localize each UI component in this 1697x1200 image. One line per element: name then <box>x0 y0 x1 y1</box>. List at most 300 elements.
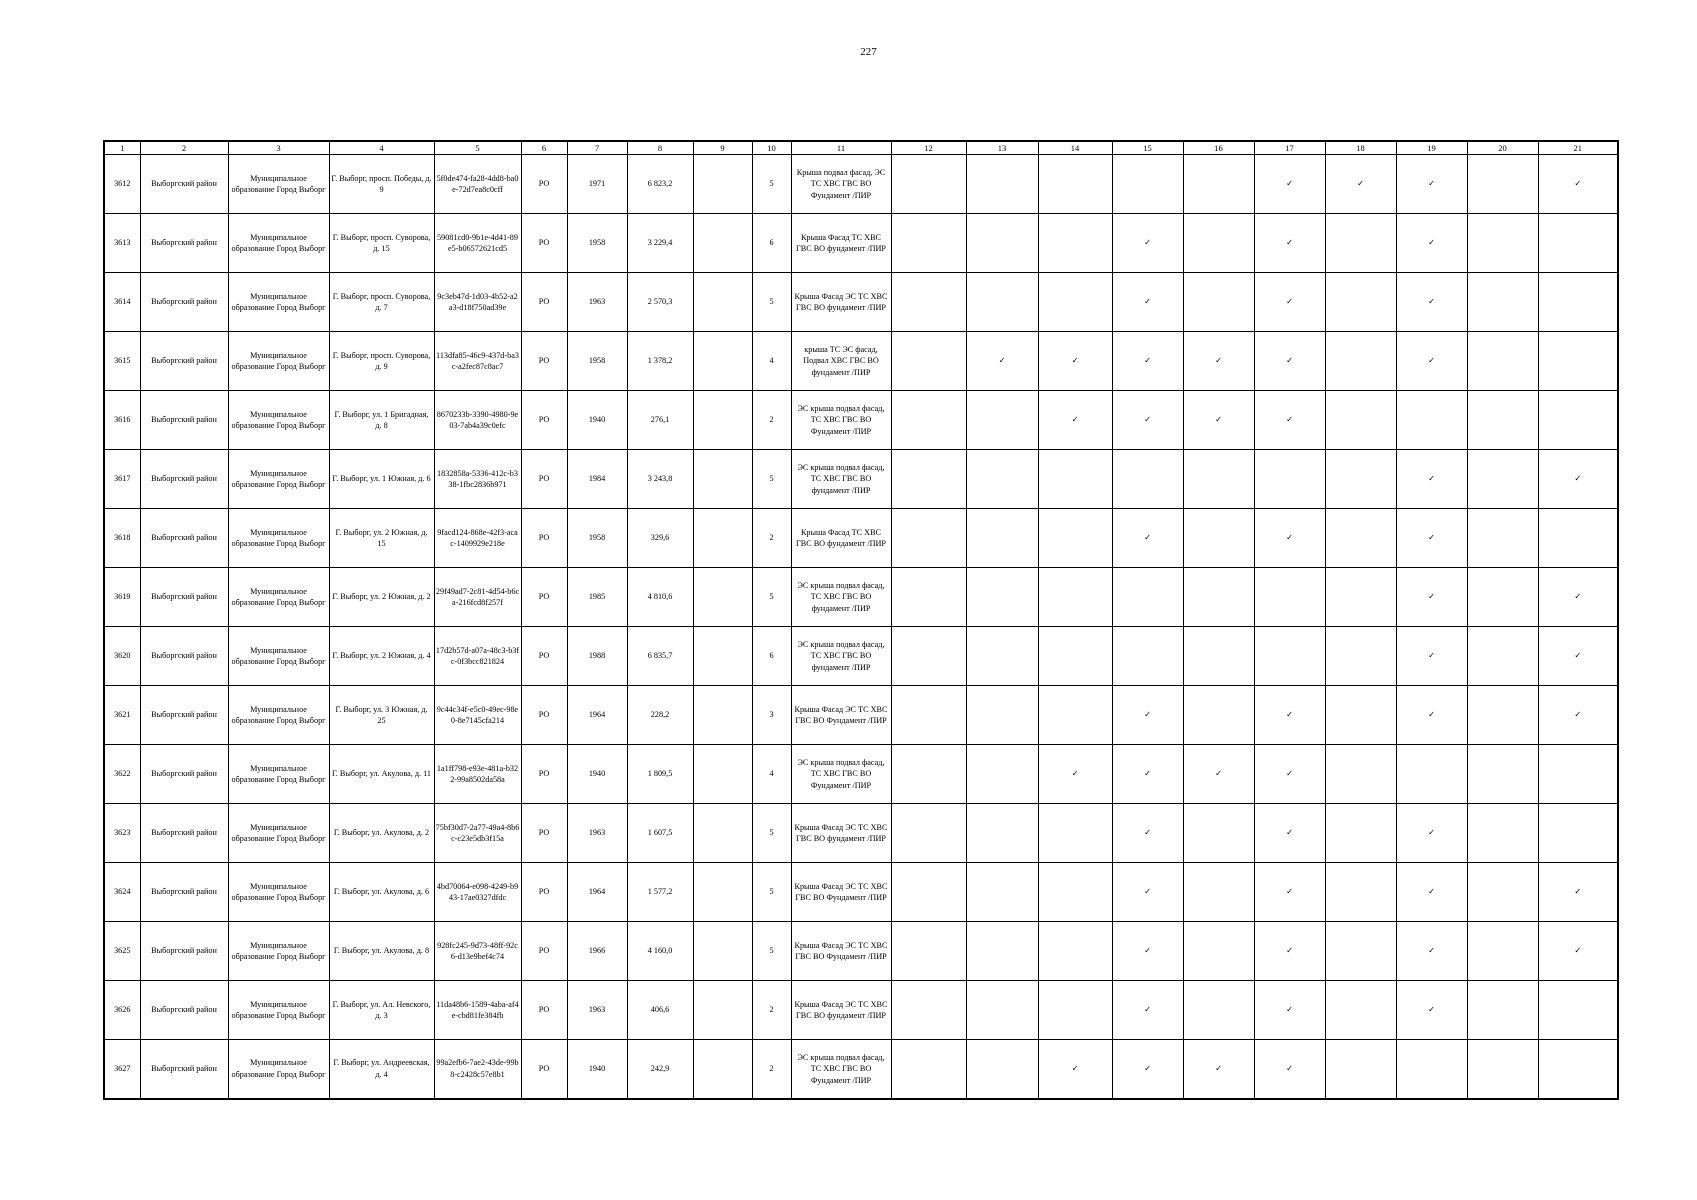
cell-col-12 <box>891 745 966 804</box>
cell-works-list: Крыша Фасад ТС ХВС ГВС ВО фундамент /ПИР <box>791 509 891 568</box>
table-row <box>104 1040 1618 1099</box>
table-row <box>104 273 1618 332</box>
cell-total-area: 228,2 <box>627 686 693 745</box>
cell-col-14 <box>1038 214 1112 273</box>
cell-address: Г. Выборг, ул. Ал. Невского, д. 3 <box>329 981 434 1040</box>
cell-total-area: 1 378,2 <box>627 332 693 391</box>
cell-total-area: 2 570,3 <box>627 273 693 332</box>
cell-col-15 <box>1112 568 1183 627</box>
cell-works-list: Крыша Фасад ЭС ТС ХВС ГВС ВО фундамент /ПИР <box>791 804 891 863</box>
cell-col-18 <box>1325 922 1396 981</box>
cell-fias-guid: 9c3eb47d-1d03-4b52-a2a3-d18f750ad39e <box>434 273 521 332</box>
cell-col-18 <box>1325 332 1396 391</box>
cell-ownership: РО <box>521 450 567 509</box>
cell-municipality: Муниципальное образование Город Выборг <box>228 509 329 568</box>
cell-col-9 <box>693 214 752 273</box>
cell-fias-guid: 1a1ff798-e93e-481a-b322-99a8502da58a <box>434 745 521 804</box>
cell-record-number: 3626 <box>104 981 140 1040</box>
cell-col-15: ✓ <box>1112 273 1183 332</box>
cell-col-20 <box>1467 1040 1538 1099</box>
cell-col-21 <box>1538 391 1618 450</box>
cell-col-19: ✓ <box>1396 214 1467 273</box>
cell-col-21 <box>1538 332 1618 391</box>
cell-col-13 <box>966 686 1038 745</box>
cell-col-18 <box>1325 1040 1396 1099</box>
cell-col-19: ✓ <box>1396 981 1467 1040</box>
cell-total-area: 406,6 <box>627 981 693 1040</box>
cell-col-9 <box>693 509 752 568</box>
cell-col-14 <box>1038 568 1112 627</box>
cell-col-12 <box>891 332 966 391</box>
cell-col-17 <box>1254 450 1325 509</box>
cell-col-21: ✓ <box>1538 627 1618 686</box>
cell-col-15: ✓ <box>1112 922 1183 981</box>
cell-floors: 2 <box>752 509 791 568</box>
cell-ownership: РО <box>521 745 567 804</box>
column-header-15: 15 <box>1112 141 1183 155</box>
cell-col-17: ✓ <box>1254 214 1325 273</box>
cell-municipality: Муниципальное образование Город Выборг <box>228 214 329 273</box>
cell-address: Г. Выборг, просп. Суворова, д. 15 <box>329 214 434 273</box>
cell-total-area: 329,6 <box>627 509 693 568</box>
cell-col-12 <box>891 981 966 1040</box>
cell-ownership: РО <box>521 273 567 332</box>
cell-floors: 5 <box>752 155 791 214</box>
cell-address: Г. Выборг, ул. Акулова, д. 8 <box>329 922 434 981</box>
cell-district: Выборгский район <box>140 981 228 1040</box>
cell-municipality: Муниципальное образование Город Выборг <box>228 1040 329 1099</box>
cell-col-16 <box>1183 450 1254 509</box>
cell-fias-guid: 29f49ad7-2c81-4d54-b6ca-216fcd8f257f <box>434 568 521 627</box>
cell-col-19: ✓ <box>1396 332 1467 391</box>
cell-col-20 <box>1467 273 1538 332</box>
cell-col-21: ✓ <box>1538 568 1618 627</box>
cell-col-9 <box>693 391 752 450</box>
cell-col-20 <box>1467 804 1538 863</box>
cell-col-18: ✓ <box>1325 155 1396 214</box>
column-header-14: 14 <box>1038 141 1112 155</box>
cell-col-12 <box>891 214 966 273</box>
cell-col-12 <box>891 627 966 686</box>
cell-year-built: 1984 <box>567 450 627 509</box>
cell-fias-guid: 17d2b57d-a07a-48c3-b3fc-0f3bcc821824 <box>434 627 521 686</box>
cell-col-13 <box>966 981 1038 1040</box>
cell-municipality: Муниципальное образование Город Выборг <box>228 332 329 391</box>
cell-col-19 <box>1396 1040 1467 1099</box>
cell-col-13 <box>966 863 1038 922</box>
cell-col-16 <box>1183 981 1254 1040</box>
cell-floors: 5 <box>752 863 791 922</box>
cell-works-list: ЭС крыша подвал фасад, ТС ХВС ГВС ВО Фундамент /ПИР <box>791 1040 891 1099</box>
column-header-6: 6 <box>521 141 567 155</box>
cell-works-list: Крыша Фасад ЭС ТС ХВС ГВС ВО фундамент /ПИР <box>791 273 891 332</box>
cell-col-17: ✓ <box>1254 922 1325 981</box>
cell-col-17: ✓ <box>1254 863 1325 922</box>
cell-district: Выборгский район <box>140 686 228 745</box>
cell-col-19: ✓ <box>1396 627 1467 686</box>
cell-col-17: ✓ <box>1254 332 1325 391</box>
cell-address: Г. Выборг, просп. Суворова, д. 9 <box>329 332 434 391</box>
cell-district: Выборгский район <box>140 863 228 922</box>
column-header-10: 10 <box>752 141 791 155</box>
register-body <box>104 155 1618 1099</box>
cell-col-16 <box>1183 922 1254 981</box>
cell-col-17 <box>1254 627 1325 686</box>
cell-col-21 <box>1538 804 1618 863</box>
cell-col-16: ✓ <box>1183 1040 1254 1099</box>
cell-col-9 <box>693 804 752 863</box>
cell-col-12 <box>891 273 966 332</box>
cell-col-20 <box>1467 922 1538 981</box>
column-header-18: 18 <box>1325 141 1396 155</box>
cell-col-15: ✓ <box>1112 509 1183 568</box>
cell-works-list: Крыша Фасад ЭС ТС ХВС ГВС ВО Фундамент /ПИР <box>791 863 891 922</box>
column-header-8: 8 <box>627 141 693 155</box>
cell-total-area: 4 160,0 <box>627 922 693 981</box>
cell-col-14: ✓ <box>1038 332 1112 391</box>
cell-col-9 <box>693 273 752 332</box>
cell-col-13 <box>966 745 1038 804</box>
cell-total-area: 276,1 <box>627 391 693 450</box>
cell-col-12 <box>891 863 966 922</box>
cell-address: Г. Выборг, ул. Акулова, д. 2 <box>329 804 434 863</box>
cell-record-number: 3621 <box>104 686 140 745</box>
cell-col-14 <box>1038 509 1112 568</box>
cell-col-18 <box>1325 568 1396 627</box>
cell-floors: 2 <box>752 981 791 1040</box>
cell-col-20 <box>1467 450 1538 509</box>
cell-col-9 <box>693 450 752 509</box>
cell-works-list: ЭС крыша подвал фасад, ТС ХВС ГВС ВО фундамент /ПИР <box>791 568 891 627</box>
cell-record-number: 3614 <box>104 273 140 332</box>
cell-floors: 4 <box>752 745 791 804</box>
cell-col-12 <box>891 155 966 214</box>
table-row <box>104 568 1618 627</box>
cell-year-built: 1958 <box>567 332 627 391</box>
cell-total-area: 6 835,7 <box>627 627 693 686</box>
cell-col-16: ✓ <box>1183 745 1254 804</box>
column-header-11: 11 <box>791 141 891 155</box>
cell-col-21 <box>1538 745 1618 804</box>
cell-fias-guid: 928fc245-9d73-48ff-92c6-d13e9bef4c74 <box>434 922 521 981</box>
cell-col-16 <box>1183 863 1254 922</box>
cell-address: Г. Выборг, ул. 2 Южная, д. 15 <box>329 509 434 568</box>
cell-col-18 <box>1325 273 1396 332</box>
cell-col-17: ✓ <box>1254 981 1325 1040</box>
table-row <box>104 450 1618 509</box>
column-header-16: 16 <box>1183 141 1254 155</box>
cell-col-18 <box>1325 450 1396 509</box>
cell-col-20 <box>1467 391 1538 450</box>
cell-col-16 <box>1183 155 1254 214</box>
cell-floors: 5 <box>752 568 791 627</box>
cell-works-list: Крыша Фасад ЭС ТС ХВС ГВС ВО фундамент /ПИР <box>791 981 891 1040</box>
table-row <box>104 863 1618 922</box>
cell-ownership: РО <box>521 509 567 568</box>
cell-col-13 <box>966 391 1038 450</box>
cell-district: Выборгский район <box>140 804 228 863</box>
cell-col-18 <box>1325 391 1396 450</box>
cell-col-17: ✓ <box>1254 745 1325 804</box>
column-number-row <box>104 141 1618 155</box>
cell-address: Г. Выборг, ул. Акулова, д. 6 <box>329 863 434 922</box>
housing-register-table <box>103 140 1619 1100</box>
cell-ownership: РО <box>521 391 567 450</box>
cell-fias-guid: 1832858a-5336-412c-b338-1fbc2836b971 <box>434 450 521 509</box>
cell-col-21 <box>1538 981 1618 1040</box>
cell-address: Г. Выборг, ул. 2 Южная, д. 4 <box>329 627 434 686</box>
cell-municipality: Муниципальное образование Город Выборг <box>228 155 329 214</box>
cell-col-15: ✓ <box>1112 981 1183 1040</box>
cell-col-19: ✓ <box>1396 273 1467 332</box>
cell-district: Выборгский район <box>140 273 228 332</box>
cell-col-21: ✓ <box>1538 686 1618 745</box>
cell-total-area: 1 809,5 <box>627 745 693 804</box>
cell-fias-guid: 11da48b6-1589-4aba-af4e-cbd81fe384fb <box>434 981 521 1040</box>
column-header-7: 7 <box>567 141 627 155</box>
cell-total-area: 4 810,6 <box>627 568 693 627</box>
cell-floors: 6 <box>752 627 791 686</box>
cell-municipality: Муниципальное образование Город Выборг <box>228 686 329 745</box>
cell-fias-guid: 75bf30d7-2a77-49a4-8b6c-c23e5db3f15a <box>434 804 521 863</box>
cell-municipality: Муниципальное образование Город Выборг <box>228 804 329 863</box>
cell-col-21: ✓ <box>1538 863 1618 922</box>
column-header-3: 3 <box>228 141 329 155</box>
cell-col-15: ✓ <box>1112 1040 1183 1099</box>
cell-col-17: ✓ <box>1254 391 1325 450</box>
cell-col-20 <box>1467 745 1538 804</box>
cell-total-area: 1 577,2 <box>627 863 693 922</box>
cell-col-14 <box>1038 804 1112 863</box>
cell-record-number: 3612 <box>104 155 140 214</box>
cell-works-list: ЭС крыша подвал фасад, ТС ХВС ГВС ВО фундамент /ПИР <box>791 627 891 686</box>
cell-col-15: ✓ <box>1112 686 1183 745</box>
cell-col-20 <box>1467 981 1538 1040</box>
column-header-19: 19 <box>1396 141 1467 155</box>
cell-district: Выборгский район <box>140 627 228 686</box>
cell-col-9 <box>693 922 752 981</box>
table-row <box>104 332 1618 391</box>
cell-col-13 <box>966 804 1038 863</box>
cell-floors: 4 <box>752 332 791 391</box>
cell-col-20 <box>1467 863 1538 922</box>
cell-col-16 <box>1183 804 1254 863</box>
cell-district: Выборгский район <box>140 332 228 391</box>
cell-floors: 5 <box>752 273 791 332</box>
cell-col-21: ✓ <box>1538 450 1618 509</box>
cell-works-list: Крыша Фасад ЭС ТС ХВС ГВС ВО Фундамент /ПИР <box>791 922 891 981</box>
cell-col-13: ✓ <box>966 332 1038 391</box>
cell-works-list: Крыша Фасад ЭС ТС ХВС ГВС ВО Фундамент /ПИР <box>791 686 891 745</box>
cell-works-list: ЭС крыша подвал фасад, ТС ХВС ГВС ВО Фундамент /ПИР <box>791 745 891 804</box>
cell-fias-guid: 9facd124-868e-42f3-acac-1409929e218e <box>434 509 521 568</box>
cell-col-17: ✓ <box>1254 273 1325 332</box>
cell-district: Выборгский район <box>140 450 228 509</box>
column-header-12: 12 <box>891 141 966 155</box>
cell-col-15: ✓ <box>1112 391 1183 450</box>
cell-ownership: РО <box>521 804 567 863</box>
cell-address: Г. Выборг, ул. 1 Бригадная, д. 8 <box>329 391 434 450</box>
cell-col-16: ✓ <box>1183 332 1254 391</box>
cell-district: Выборгский район <box>140 509 228 568</box>
cell-col-15: ✓ <box>1112 804 1183 863</box>
cell-col-15: ✓ <box>1112 214 1183 273</box>
cell-floors: 2 <box>752 1040 791 1099</box>
cell-works-list: ЭС крыша подвал фасад, ТС ХВС ГВС ВО фундамент /ПИР <box>791 450 891 509</box>
cell-col-12 <box>891 450 966 509</box>
cell-col-15 <box>1112 450 1183 509</box>
table-row <box>104 155 1618 214</box>
cell-col-14 <box>1038 686 1112 745</box>
cell-ownership: РО <box>521 155 567 214</box>
cell-record-number: 3624 <box>104 863 140 922</box>
cell-ownership: РО <box>521 922 567 981</box>
cell-record-number: 3625 <box>104 922 140 981</box>
cell-municipality: Муниципальное образование Город Выборг <box>228 627 329 686</box>
cell-municipality: Муниципальное образование Город Выборг <box>228 273 329 332</box>
cell-col-9 <box>693 686 752 745</box>
cell-col-14: ✓ <box>1038 1040 1112 1099</box>
cell-year-built: 1940 <box>567 1040 627 1099</box>
table-row <box>104 745 1618 804</box>
cell-year-built: 1958 <box>567 214 627 273</box>
column-header-5: 5 <box>434 141 521 155</box>
cell-district: Выборгский район <box>140 214 228 273</box>
cell-municipality: Муниципальное образование Город Выборг <box>228 391 329 450</box>
cell-col-21 <box>1538 273 1618 332</box>
cell-col-19 <box>1396 391 1467 450</box>
cell-col-13 <box>966 922 1038 981</box>
cell-floors: 5 <box>752 450 791 509</box>
cell-col-21: ✓ <box>1538 155 1618 214</box>
table-row <box>104 627 1618 686</box>
cell-col-19: ✓ <box>1396 155 1467 214</box>
cell-col-20 <box>1467 509 1538 568</box>
cell-col-18 <box>1325 509 1396 568</box>
table-row <box>104 922 1618 981</box>
cell-year-built: 1940 <box>567 391 627 450</box>
cell-col-19: ✓ <box>1396 863 1467 922</box>
cell-col-12 <box>891 686 966 745</box>
page-number: 227 <box>860 46 877 58</box>
cell-address: Г. Выборг, ул. Андреевская, д. 4 <box>329 1040 434 1099</box>
column-header-9: 9 <box>693 141 752 155</box>
table-row <box>104 214 1618 273</box>
cell-col-19: ✓ <box>1396 568 1467 627</box>
cell-col-14: ✓ <box>1038 745 1112 804</box>
cell-col-19: ✓ <box>1396 922 1467 981</box>
cell-district: Выборгский район <box>140 745 228 804</box>
cell-municipality: Муниципальное образование Город Выборг <box>228 863 329 922</box>
cell-record-number: 3623 <box>104 804 140 863</box>
cell-col-21 <box>1538 1040 1618 1099</box>
cell-col-13 <box>966 214 1038 273</box>
cell-col-18 <box>1325 627 1396 686</box>
cell-district: Выборгский район <box>140 155 228 214</box>
cell-col-12 <box>891 391 966 450</box>
cell-address: Г. Выборг, ул. Акулова, д. 11 <box>329 745 434 804</box>
table-row <box>104 391 1618 450</box>
cell-col-17: ✓ <box>1254 686 1325 745</box>
cell-ownership: РО <box>521 981 567 1040</box>
cell-col-12 <box>891 568 966 627</box>
cell-col-21: ✓ <box>1538 922 1618 981</box>
cell-record-number: 3620 <box>104 627 140 686</box>
cell-year-built: 1964 <box>567 863 627 922</box>
cell-ownership: РО <box>521 214 567 273</box>
cell-col-12 <box>891 509 966 568</box>
cell-col-19: ✓ <box>1396 450 1467 509</box>
column-header-2: 2 <box>140 141 228 155</box>
cell-year-built: 1963 <box>567 273 627 332</box>
cell-col-17: ✓ <box>1254 509 1325 568</box>
cell-col-18 <box>1325 745 1396 804</box>
cell-col-17: ✓ <box>1254 155 1325 214</box>
cell-total-area: 3 243,8 <box>627 450 693 509</box>
cell-ownership: РО <box>521 1040 567 1099</box>
cell-col-9 <box>693 1040 752 1099</box>
cell-col-13 <box>966 509 1038 568</box>
cell-col-18 <box>1325 686 1396 745</box>
cell-year-built: 1985 <box>567 568 627 627</box>
cell-col-13 <box>966 155 1038 214</box>
cell-floors: 5 <box>752 804 791 863</box>
cell-col-9 <box>693 568 752 627</box>
cell-col-16 <box>1183 686 1254 745</box>
cell-col-19: ✓ <box>1396 509 1467 568</box>
cell-col-15: ✓ <box>1112 332 1183 391</box>
column-header-1: 1 <box>104 141 140 155</box>
cell-address: Г. Выборг, просп. Суворова, д. 7 <box>329 273 434 332</box>
cell-ownership: РО <box>521 686 567 745</box>
cell-floors: 6 <box>752 214 791 273</box>
cell-year-built: 1971 <box>567 155 627 214</box>
cell-col-20 <box>1467 214 1538 273</box>
cell-year-built: 1940 <box>567 745 627 804</box>
cell-ownership: РО <box>521 863 567 922</box>
cell-district: Выборгский район <box>140 391 228 450</box>
cell-col-17: ✓ <box>1254 804 1325 863</box>
cell-col-9 <box>693 627 752 686</box>
cell-record-number: 3616 <box>104 391 140 450</box>
table-row <box>104 804 1618 863</box>
cell-col-13 <box>966 273 1038 332</box>
cell-district: Выборгский район <box>140 568 228 627</box>
cell-col-18 <box>1325 214 1396 273</box>
cell-col-14 <box>1038 922 1112 981</box>
cell-col-9 <box>693 981 752 1040</box>
cell-address: Г. Выборг, ул. 1 Южная, д. 6 <box>329 450 434 509</box>
cell-record-number: 3613 <box>104 214 140 273</box>
cell-col-18 <box>1325 804 1396 863</box>
cell-fias-guid: 5f0de474-fa28-4dd8-ba0e-72d7ea8c0cff <box>434 155 521 214</box>
cell-col-17 <box>1254 568 1325 627</box>
cell-col-12 <box>891 804 966 863</box>
cell-total-area: 6 823,2 <box>627 155 693 214</box>
cell-year-built: 1963 <box>567 804 627 863</box>
cell-col-9 <box>693 155 752 214</box>
cell-record-number: 3618 <box>104 509 140 568</box>
cell-municipality: Муниципальное образование Город Выборг <box>228 981 329 1040</box>
cell-record-number: 3627 <box>104 1040 140 1099</box>
cell-year-built: 1958 <box>567 509 627 568</box>
cell-col-16 <box>1183 627 1254 686</box>
cell-year-built: 1964 <box>567 686 627 745</box>
table-row <box>104 981 1618 1040</box>
cell-district: Выборгский район <box>140 922 228 981</box>
cell-municipality: Муниципальное образование Город Выборг <box>228 922 329 981</box>
table-row <box>104 686 1618 745</box>
